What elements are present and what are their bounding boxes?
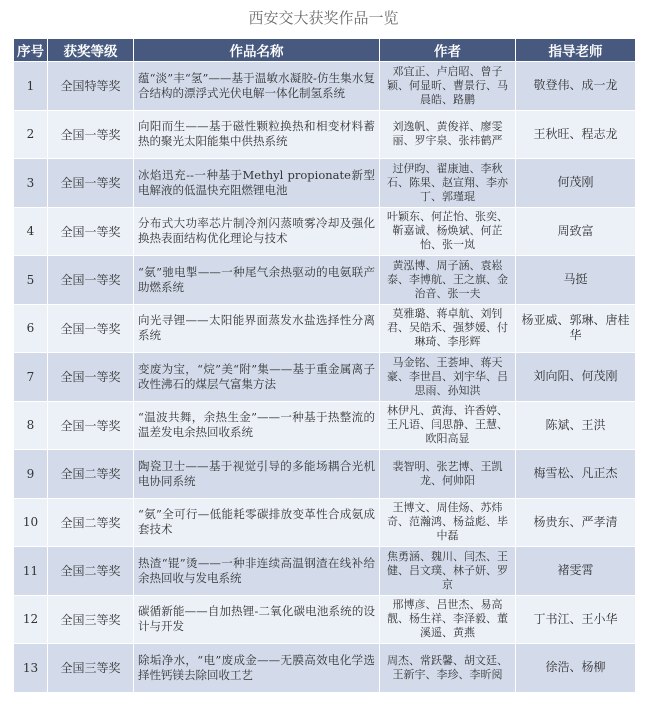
mentor: 梅雪松、凡正杰 bbox=[516, 450, 636, 499]
header-mentor: 指导老师 bbox=[516, 39, 636, 62]
table-row bbox=[14, 498, 636, 547]
mentor: 杨亚威、郭琳、唐桂华 bbox=[516, 304, 636, 353]
row-number: 10 bbox=[14, 498, 48, 547]
row-number: 13 bbox=[14, 644, 48, 693]
table-row bbox=[14, 401, 636, 450]
award-level: 全国一等奖 bbox=[48, 110, 134, 159]
authors: 黄泓博、周子涵、袁崧泰、李博航、王之旗、金治音、张一夫 bbox=[380, 256, 516, 305]
table-row bbox=[14, 62, 636, 111]
row-number: 3 bbox=[14, 159, 48, 208]
mentor: 何茂刚 bbox=[516, 159, 636, 208]
award-level: 全国一等奖 bbox=[48, 159, 134, 208]
award-level: 全国一等奖 bbox=[48, 207, 134, 256]
authors: 裴智明、张艺博、王凯龙、何帅阳 bbox=[380, 450, 516, 499]
award-level: 全国二等奖 bbox=[48, 450, 134, 499]
table-row bbox=[14, 353, 636, 402]
row-number: 1 bbox=[14, 62, 48, 111]
table-row bbox=[14, 595, 636, 644]
row-number: 11 bbox=[14, 547, 48, 596]
work-name: 向阳而生——基于磁性颗粒换热和相变材料蓄热的聚光太阳能集中供热系统 bbox=[134, 110, 380, 159]
row-number: 6 bbox=[14, 304, 48, 353]
authors: 过伊昀、翟康迪、李秋石、陈果、赵宣翔、李亦丁、郭瑾琨 bbox=[380, 159, 516, 208]
award-level: 全国二等奖 bbox=[48, 498, 134, 547]
award-level: 全国一等奖 bbox=[48, 304, 134, 353]
row-number: 5 bbox=[14, 256, 48, 305]
table-row bbox=[14, 256, 636, 305]
table-row bbox=[14, 450, 636, 499]
table-row bbox=[14, 110, 636, 159]
mentor: 褚雯霄 bbox=[516, 547, 636, 596]
authors: 莫雅璐、蒋卓航、刘钊君、吴皓禾、强梦媛、付琳琦、李彤辉 bbox=[380, 304, 516, 353]
table-row bbox=[14, 547, 636, 596]
row-number: 9 bbox=[14, 450, 48, 499]
work-name: 向光寻锂——太阳能界面蒸发水盐选择性分离系统 bbox=[134, 304, 380, 353]
work-name: 除垢净水，“电”废成金——无膜高效电化学选择性钙镁去除回收工艺 bbox=[134, 644, 380, 693]
table-row bbox=[14, 304, 636, 353]
work-name: 冰焰迅充--一种基于Methyl propionate新型电解液的低温快充阻燃锂电池 bbox=[134, 159, 380, 208]
header-award-level: 获奖等级 bbox=[48, 39, 134, 62]
award-level: 全国特等奖 bbox=[48, 62, 134, 111]
authors: 邓宜正、卢启昭、曾子颖、何显昕、曹景行、马晨皓、路鹏 bbox=[380, 62, 516, 111]
work-name: 热渣“锟”烫——一种非连续高温钢渣在线补给余热回收与发电系统 bbox=[134, 547, 380, 596]
mentor: 马挺 bbox=[516, 256, 636, 305]
work-name: “氨”驰电掣——一种尾气余热驱动的电氨联产助燃系统 bbox=[134, 256, 380, 305]
mentor: 杨贵东、严孝清 bbox=[516, 498, 636, 547]
authors: 王博文、周佳炀、苏炜奇、范瀚鸿、杨益彪、毕中磊 bbox=[380, 498, 516, 547]
row-number: 4 bbox=[14, 207, 48, 256]
header-work-name: 作品名称 bbox=[134, 39, 380, 62]
table-row bbox=[14, 207, 636, 256]
authors: 周杰、常跃馨、胡文廷、王新宇、李珍、李昕阅 bbox=[380, 644, 516, 693]
award-level: 全国三等奖 bbox=[48, 595, 134, 644]
authors: 邢博彦、吕世杰、易高靓、杨生祥、李泽毅、董溪遥、黄燕 bbox=[380, 595, 516, 644]
header-number: 序号 bbox=[14, 39, 48, 62]
table-row bbox=[14, 644, 636, 693]
mentor: 敬登伟、成一龙 bbox=[516, 62, 636, 111]
mentor: 徐浩、杨柳 bbox=[516, 644, 636, 693]
award-level: 全国一等奖 bbox=[48, 353, 134, 402]
authors: 林伊凡、黄海、许香婷、王凡语、闫思静、王慧、欧阳高显 bbox=[380, 401, 516, 450]
work-name: “氨”全可行—低能耗零碳排放变革性合成氨成套技术 bbox=[134, 498, 380, 547]
awards-table bbox=[13, 38, 636, 693]
header-row bbox=[14, 39, 636, 62]
work-name: 变废为宝，“烷”美“附”集——基于重金属离子改性沸石的煤层气富集方法 bbox=[134, 353, 380, 402]
award-level: 全国二等奖 bbox=[48, 547, 134, 596]
authors: 刘逸帆、黄俊祥、廖雯丽、罗宇泉、张祎鹤严 bbox=[380, 110, 516, 159]
row-number: 7 bbox=[14, 353, 48, 402]
mentor: 刘向阳、何茂刚 bbox=[516, 353, 636, 402]
award-level: 全国三等奖 bbox=[48, 644, 134, 693]
work-name: 分布式大功率芯片制冷剂闪蒸喷雾冷却及强化换热表面结构优化理论与技术 bbox=[134, 207, 380, 256]
authors: 叶颖东、何芷怡、张奕、靳嘉诚、杨焕斌、何芷怡、张一岚 bbox=[380, 207, 516, 256]
mentor: 陈斌、王洪 bbox=[516, 401, 636, 450]
table-row bbox=[14, 159, 636, 208]
work-name: 蕴“淡”丰“氢”——基于温敏水凝胶-仿生集水复合结构的漂浮式光伏电解一体化制氢系统 bbox=[134, 62, 380, 111]
mentor: 丁书江、王小华 bbox=[516, 595, 636, 644]
authors: 焦勇涵、魏川、闫杰、王健、吕文璞、林子妍、罗京 bbox=[380, 547, 516, 596]
award-level: 全国一等奖 bbox=[48, 256, 134, 305]
page-title: 西安交大获奖作品一览 bbox=[248, 9, 399, 27]
award-level: 全国一等奖 bbox=[48, 401, 134, 450]
mentor: 周致富 bbox=[516, 207, 636, 256]
authors: 马金铭、王荟坤、蒋天豪、李世昌、刘宇华、吕思雨、孙知洪 bbox=[380, 353, 516, 402]
row-number: 8 bbox=[14, 401, 48, 450]
row-number: 12 bbox=[14, 595, 48, 644]
row-number: 2 bbox=[14, 110, 48, 159]
header-authors: 作者 bbox=[380, 39, 516, 62]
work-name: 碳循新能——自加热锂-二氧化碳电池系统的设计与开发 bbox=[134, 595, 380, 644]
mentor: 王秋旺、程志龙 bbox=[516, 110, 636, 159]
work-name: 陶瓷卫士——基于视觉引导的多能场耦合光机电协同系统 bbox=[134, 450, 380, 499]
work-name: “温波共舞，余热生金”——一种基于热整流的温差发电余热回收系统 bbox=[134, 401, 380, 450]
